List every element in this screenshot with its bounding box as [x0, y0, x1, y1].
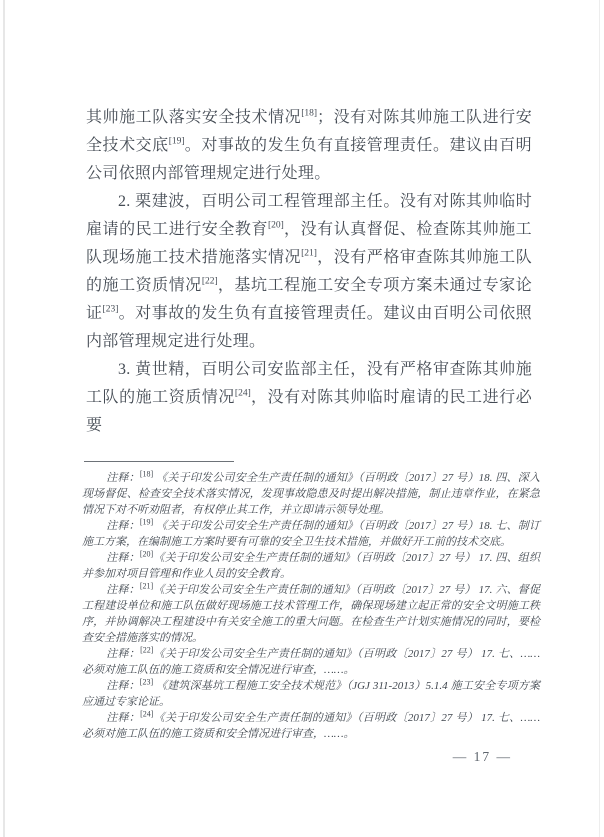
body-paragraph: 3. 黄世精，百明公司安监部主任，没有严格审查陈其帅施工队的施工资质情况[24]，没有对陈其帅临时雇请的民工进行必要	[86, 361, 532, 434]
footnote-item: 注释：[23] 《建筑深基坑工程施工安全技术规范》（JGJ 311-2013）5.1.4 施工安全专项方案应通过专家论证。	[82, 677, 540, 708]
footnote-ref: [24]	[234, 388, 251, 399]
footnote-marker: [23]	[139, 677, 154, 687]
footnote-marker: [21]	[139, 581, 154, 591]
footnote-marker: [18]	[139, 469, 154, 479]
footnote-marker: [20]	[139, 549, 154, 559]
footnote-item: 注释：[18] 《关于印发公司安全生产责任制的通知》（百明政〔2017〕27 号）18. 四、深入现场督促、检查安全技术落实情况，发现事故隐患及时提出解决措施，制止违章作业，在紧急情况下对不听劝阻者，有权停止其工作，并立即请示领导处理。	[82, 469, 541, 516]
footnote-marker: [24]	[140, 709, 154, 719]
page-content	[82, 104, 541, 742]
footnote-item: 注释：[21]《关于印发公司安全生产责任制的通知》（百明政〔2017〕27 号） 17. 六、督促工程建设单位和施工队伍做好现场施工技术管理工作，确保现场建立起正常的安全文明施工秩序，并协调解决工程建设中有关安全施工的重大问题。在检查生产计划实施情况的同时，要检查安全措施落实的情况。	[82, 581, 541, 644]
footnote-marker: [19]	[139, 517, 154, 527]
footnote-ref: [23]	[102, 304, 119, 315]
footnote-ref: [22]	[201, 276, 218, 287]
body-paragraph: 其帅施工队落实安全技术情况[18]；没有对陈其帅施工队进行安全技术交底[19]。对事故的发生负有直接管理责任。建议由百明公司依照内部管理规定进行处理。	[86, 108, 532, 182]
footnote-ref: [18]	[301, 108, 318, 119]
scan-edge-left	[3, 0, 5, 837]
footnote-item: 注释：[24]《关于印发公司安全生产责任制的通知》（百明政〔2017〕27 号） 17. 七、……必须对施工队伍的施工资质和安全情况进行审查，……。	[82, 709, 541, 740]
footnote-separator	[84, 461, 234, 462]
footnote-ref: [21]	[301, 248, 317, 259]
footnotes	[82, 469, 541, 742]
footnote-item: 注释：[20]《关于印发公司安全生产责任制的通知》（百明政〔2017〕27 号） 17. 四、组织并参加对项目管理和作业人员的安全教育。	[82, 549, 541, 580]
footnote-ref: [19]	[168, 136, 185, 147]
body-paragraph: 2. 栗建波，百明公司工程管理部主任。没有对陈其帅临时雇请的民工进行安全教育[20]，没有认真督促、检查陈其帅施工队现场施工技术措施落实情况[21]，没有严格审查陈其帅施工队的施工资质情况[22]，基坑工程施工安全专项方案未通过专家论证[23]。对事故的发生负有直接管理责任。建议由百明公司依照内部管理规定进行处理。	[86, 193, 533, 350]
footnote-ref: [20]	[267, 220, 284, 231]
footnote-marker: [22]	[140, 645, 154, 655]
scan-edge-right	[599, 0, 600, 837]
footnote-item: 注释：[22]《关于印发公司安全生产责任制的通知》（百明政〔2017〕27 号） 17. 七、……必须对施工队伍的施工资质和安全情况进行审查，……。	[82, 645, 541, 676]
page-number: — 17 —	[452, 749, 512, 764]
footnote-item: 注释：[19] 《关于印发公司安全生产责任制的通知》（百明政〔2017〕27 号）18. 七、制订施工方案，在编制施工方案时要有可靠的安全卫生技术措施，并做好开工前的技术交底。	[82, 517, 541, 548]
body-text	[86, 104, 532, 440]
